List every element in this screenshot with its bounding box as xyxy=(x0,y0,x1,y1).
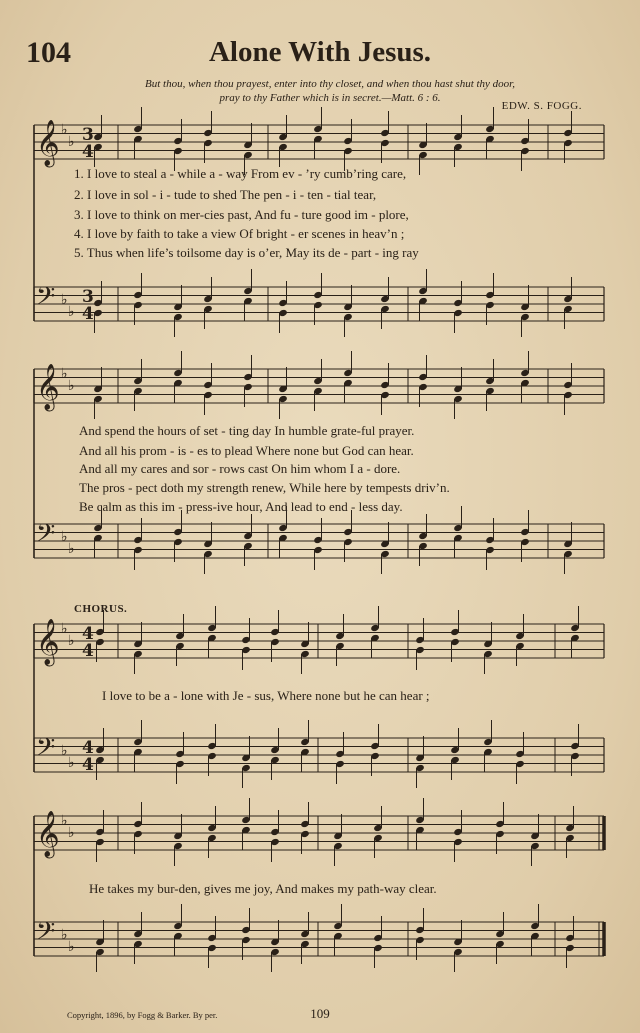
time-signature-bottom: 4 xyxy=(82,142,94,162)
verse-4-line-2: The pros - pect doth my strength renew, While here by tempests driv’n. xyxy=(79,480,450,495)
verse-1-line-2: And spend the hours of set - ting day In humble grate-ful prayer. xyxy=(79,423,415,438)
verse-3-line-1: 3. I love to think on mer-cies past, And fu - ture good im - plore, xyxy=(74,207,409,222)
flat-key-signature: ♭ xyxy=(61,122,68,138)
flat-key-signature: ♭ xyxy=(68,134,75,150)
flat-key-signature: ♭ xyxy=(68,939,75,955)
page-number: 109 xyxy=(310,1006,330,1021)
treble-clef: 𝄞 xyxy=(36,364,60,410)
flat-key-signature: ♭ xyxy=(68,304,75,320)
verse-2-line-1: 2. I love in sol - i - tude to shed The pen - i - ten - tial tear, xyxy=(74,187,377,202)
flat-key-signature: ♭ xyxy=(61,743,68,759)
scripture-epigraph-line-1: But thou, when thou prayest, enter into thy closet, and when thou hast shut thy door, xyxy=(145,78,515,90)
flat-key-signature: ♭ xyxy=(68,378,75,394)
hymn-title: Alone With Jesus. xyxy=(208,36,432,68)
flat-key-signature: ♭ xyxy=(61,927,68,943)
time-signature-top: 4 xyxy=(82,624,94,644)
time-signature-bottom: 4 xyxy=(82,755,94,775)
time-signature-bottom: 4 xyxy=(82,641,94,661)
chorus-label: CHORUS. xyxy=(74,603,128,615)
bass-clef: 𝄢 xyxy=(36,917,56,952)
bass-clef: 𝄢 xyxy=(36,282,56,317)
flat-key-signature: ♭ xyxy=(68,825,75,841)
bass-clef: 𝄢 xyxy=(36,519,56,554)
flat-key-signature: ♭ xyxy=(68,541,75,557)
verse-1-line-1: 1. I love to steal a - while a - way From ev - ’ry cumb’ring care, xyxy=(74,166,407,181)
verse-2-line-2: And all his prom - is - es to plead Where none but God can hear. xyxy=(79,443,414,458)
copyright-notice: Copyright, 1896, by Fogg & Barker. By per. xyxy=(67,1010,218,1020)
treble-clef: 𝄞 xyxy=(36,811,60,857)
flat-key-signature: ♭ xyxy=(61,813,68,829)
verse-3-line-2: And all my cares and sor - rows cast On him whom I a - dore. xyxy=(79,461,401,476)
flat-key-signature: ♭ xyxy=(68,633,75,649)
bass-clef: 𝄢 xyxy=(36,733,56,768)
chorus-lyric-line-1: I love to be a - lone with Je - sus, Where none but he can hear ; xyxy=(102,688,430,703)
scripture-epigraph-line-2: pray to thy Father which is in secret.—Matt. 6 : 6. xyxy=(219,92,441,104)
flat-key-signature: ♭ xyxy=(61,366,68,382)
flat-key-signature: ♭ xyxy=(61,292,68,308)
composer-credit: EDW. S. FOGG. xyxy=(501,100,582,112)
time-signature-top: 4 xyxy=(82,738,94,758)
time-signature-bottom: 4 xyxy=(82,304,94,324)
flat-key-signature: ♭ xyxy=(68,755,75,771)
time-signature-top: 3 xyxy=(82,287,94,307)
chorus-lyric-line-2: He takes my bur-den, gives me joy, And makes my path-way clear. xyxy=(89,881,437,896)
flat-key-signature: ♭ xyxy=(61,529,68,545)
treble-clef: 𝄞 xyxy=(36,619,60,665)
treble-clef: 𝄞 xyxy=(36,120,60,166)
hymn-number: 104 xyxy=(26,36,71,69)
verse-5-line-2: Be calm as this im - press-ive hour, And lead to end - less day. xyxy=(79,499,403,514)
verse-5-line-1: 5. Thus when life’s toilsome day is o’er, May its de - part - ing ray xyxy=(74,245,419,260)
flat-key-signature: ♭ xyxy=(61,621,68,637)
time-signature-top: 3 xyxy=(82,125,94,145)
verse-4-line-1: 4. I love by faith to take a view Of bright - er scenes in heav’n ; xyxy=(74,226,405,241)
